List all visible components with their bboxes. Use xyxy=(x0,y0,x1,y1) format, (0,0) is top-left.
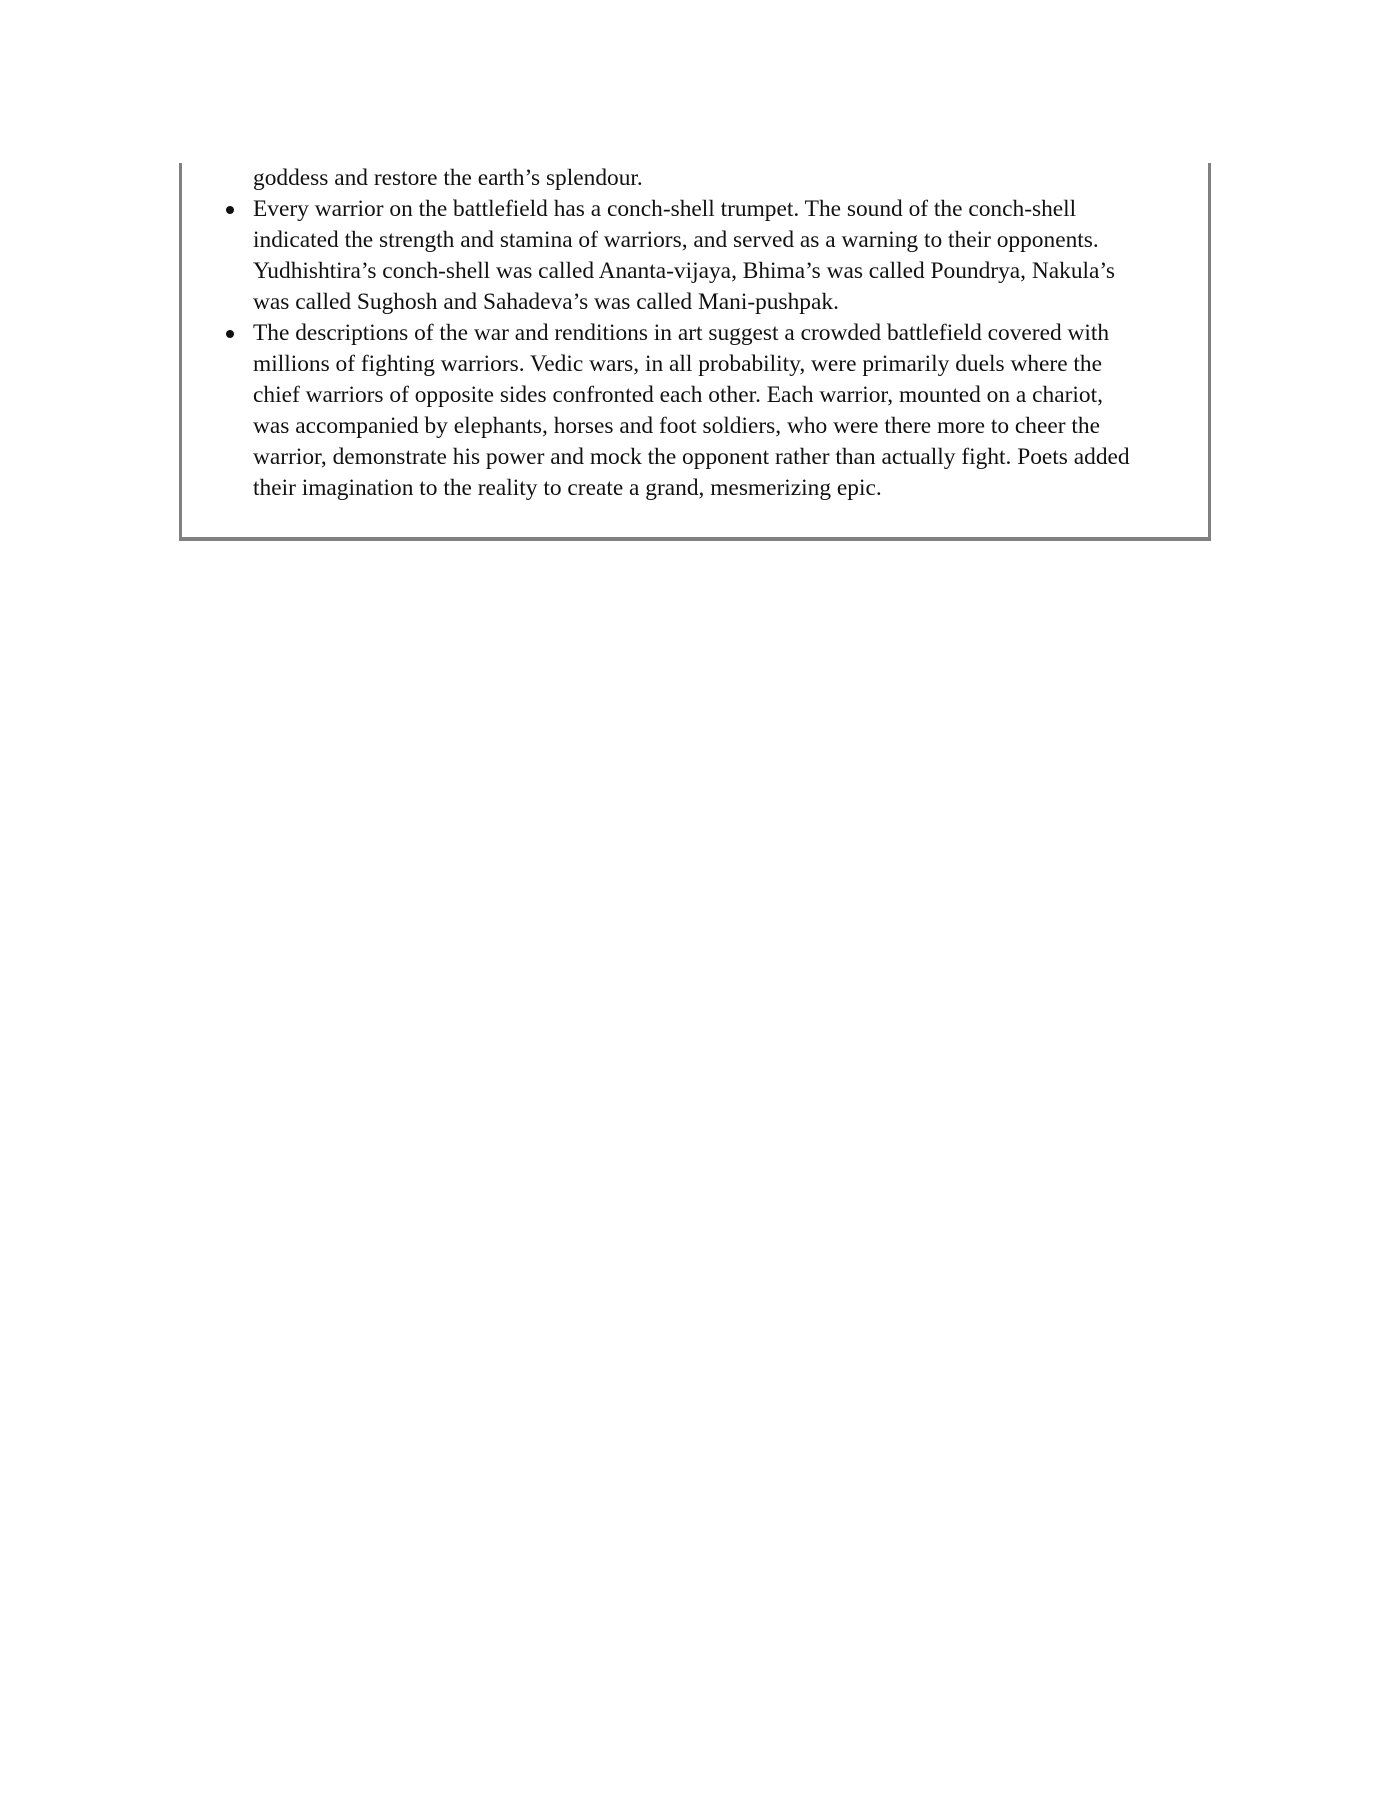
bullet-text-line: was called Sughosh and Sahadeva’s was called Mani-pushpak. xyxy=(253,289,839,315)
bullet-text-line: millions of fighting warriors. Vedic wars, in all probability, were primarily duels where the xyxy=(253,351,1103,377)
continuation-text: goddess and restore the earth’s splendour. xyxy=(253,165,643,191)
bullet-text-line: warrior, demonstrate his power and mock the opponent rather than actually fight. Poets added xyxy=(253,444,1130,470)
bullet-list xyxy=(253,194,1183,504)
bullet-marker xyxy=(226,206,234,214)
bullet-text-line: indicated the strength and stamina of warriors, and served as a warning to their opponents. xyxy=(253,227,1099,253)
bullet-item-conch-shells xyxy=(253,194,1183,318)
bullet-text-line: Yudhishtira’s conch-shell was called Ananta-vijaya, Bhima’s was called Poundrya, Nakula’s xyxy=(253,258,1115,284)
bullet-text-line: The descriptions of the war and renditions in art suggest a crowded battlefield covered with xyxy=(253,320,1110,346)
bullet-text-line: their imagination to the reality to create a grand, mesmerizing epic. xyxy=(253,475,882,501)
bullet-text-line: chief warriors of opposite sides confronted each other. Each warrior, mounted on a chariot, xyxy=(253,382,1103,408)
bullet-item-battlefield xyxy=(253,318,1183,504)
bullet-marker xyxy=(226,330,234,338)
bullet-text-line: was accompanied by elephants, horses and foot soldiers, who were there more to cheer the xyxy=(253,413,1100,439)
bullet-text-line: Every warrior on the battlefield has a conch-shell trumpet. The sound of the conch-shell xyxy=(253,196,1077,222)
